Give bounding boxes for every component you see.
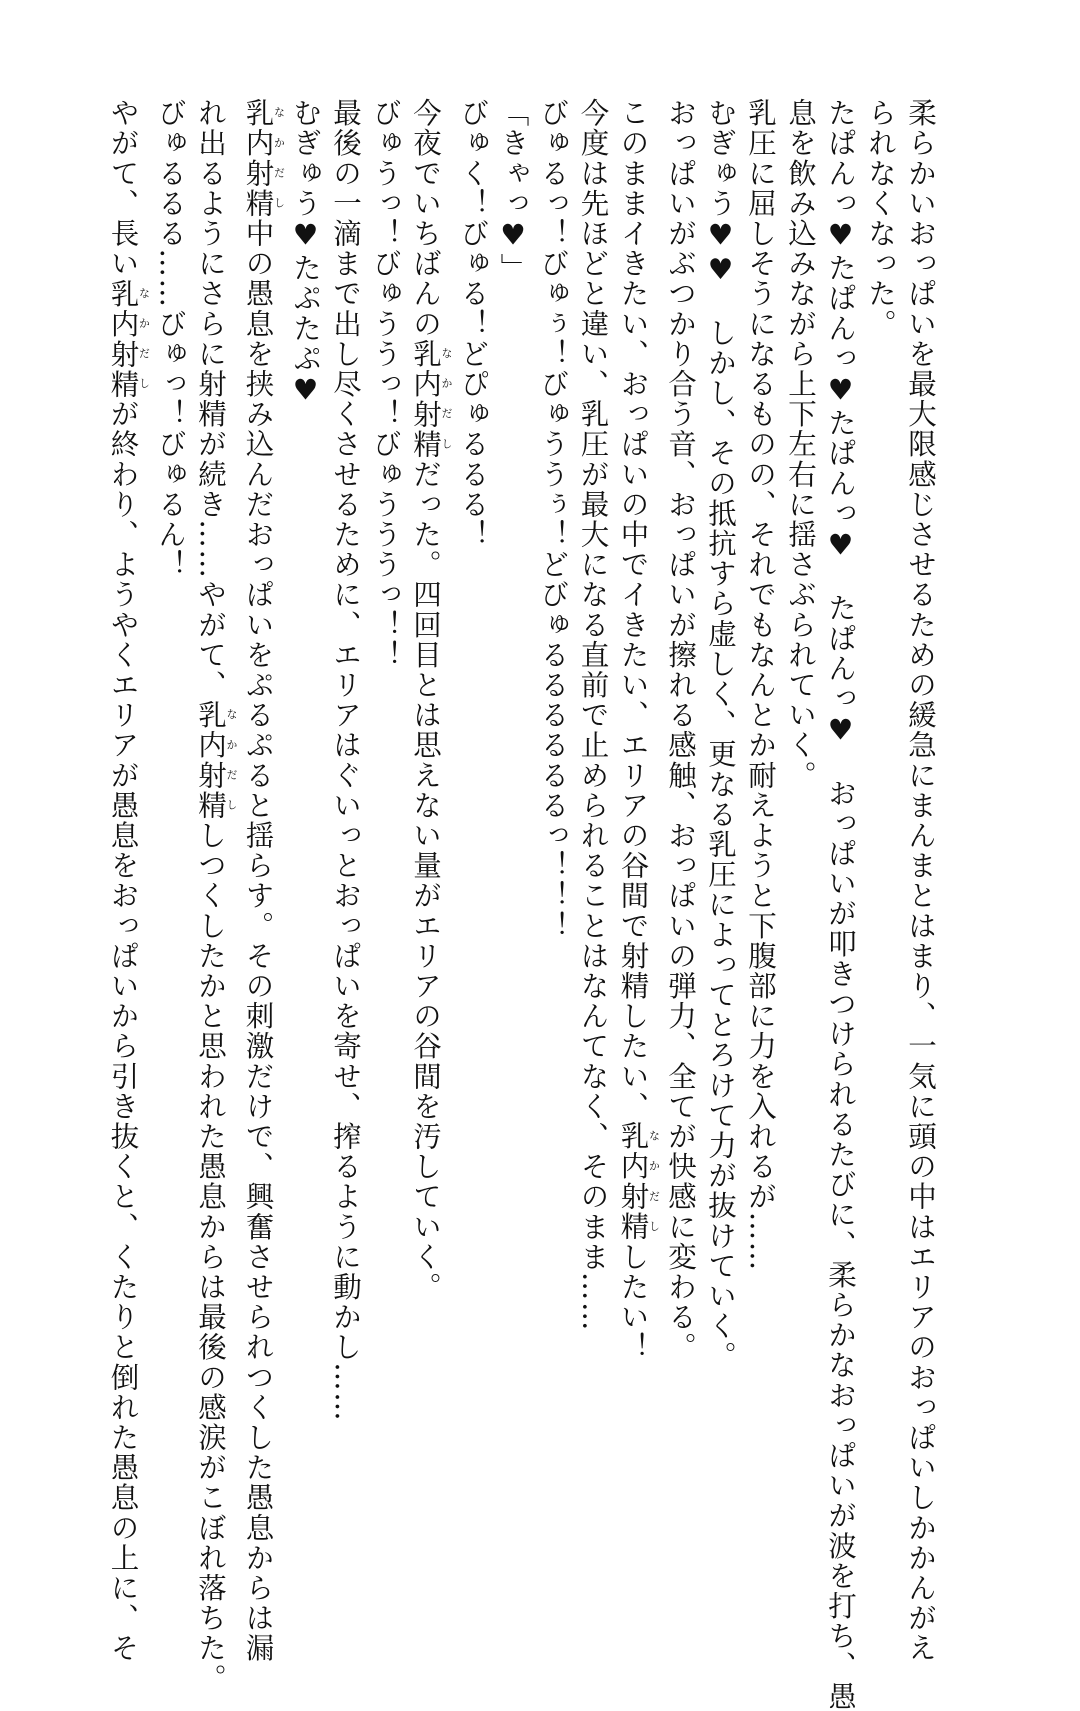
ruby-reading: なかだし <box>440 338 453 460</box>
text-segment: むぎゅう♥たぷたぷ♥ <box>289 98 322 408</box>
text-line <box>365 98 405 1438</box>
text-line <box>190 98 238 1694</box>
text-segment: 中の愚息を挟み込んだおっぱいをぷるぷると揺らす。その刺激だけで、興奮させられつくした愚息からは漏 <box>241 218 275 1664</box>
ruby-reading: なかだし <box>272 98 286 219</box>
text-line <box>820 98 860 1711</box>
text-line <box>533 98 573 1438</box>
text-line <box>493 98 533 1438</box>
text-line <box>660 98 700 1438</box>
text-segment: 「きゃっ♥」 <box>496 98 530 284</box>
text-line <box>700 98 740 1438</box>
ruby-base: 乳内射精 <box>106 278 140 400</box>
text-segment: むぎゅう♥♥ しかし、その抵抗すら虚しく、更なる乳圧によってとろけて力が抜けていく。 <box>704 98 737 1372</box>
text-line <box>285 98 325 1438</box>
ruby-reading: なかだし <box>225 700 238 821</box>
text-segment: やがて、長い <box>106 98 140 279</box>
ruby-word <box>241 98 286 219</box>
text-segment: 今度は先ほどと違い、乳圧が最大になる直前で止められることはなんてなく、そのまま…… <box>576 98 610 1333</box>
ruby-base: 乳内射精 <box>194 700 227 821</box>
text-segment: しつくしたかと思われた愚息からは最後の感涙がこぼれ落ちた。 <box>194 820 227 1694</box>
ruby-word <box>194 700 238 821</box>
text-segment: れ出るようにさらに射精が続き……やがて、 <box>194 98 227 700</box>
text-segment: たぱんっ♥たぱんっ♥たぱんっ♥ たぱんっ♥ おっぱいが叩きつけられるたびに、柔らかなおっぱいが波を打ち、愚 <box>824 98 857 1711</box>
ruby-reading: なかだし <box>647 1121 661 1242</box>
text-segment: びゅるっ！びゅぅ！びゅううぅ！どびゅるるるるるるっ！！！ <box>536 98 570 941</box>
ruby-word <box>409 338 453 460</box>
ruby-reading: なかだし <box>137 278 151 400</box>
text-line <box>900 98 940 1664</box>
text-line <box>573 98 613 1438</box>
ruby-word <box>616 1121 661 1242</box>
novel-page-text <box>103 98 941 1711</box>
text-line <box>613 98 661 1438</box>
text-segment: びゅるるる……びゅっ！びゅるん！ <box>154 98 187 580</box>
ruby-base: 乳内射精 <box>409 338 442 460</box>
text-line <box>325 98 365 1438</box>
text-line <box>238 98 286 1664</box>
text-line <box>405 98 453 1438</box>
text-segment: られなくなった。 <box>864 98 897 339</box>
text-segment: びゅく！びゅる！どぴゅるるる！ <box>456 98 490 550</box>
text-segment: が終わり、ようやくエリアが愚息をおっぱいから引き抜くと、くたりと倒れた愚息の上に、そ <box>106 399 140 1664</box>
text-line <box>150 98 190 1438</box>
ruby-word <box>106 278 151 400</box>
text-segment: びゅうっ！びゅううっ！びゅうううっ！！ <box>369 98 402 670</box>
text-segment: 息を飲み込みながら上下左右に揺さぶられていく。 <box>784 98 817 791</box>
text-segment: 最後の一滴まで出し尽くさせるために、エリアはぐいっとおっぱいを寄せ、搾るように動かし…… <box>329 98 362 1423</box>
text-segment: 柔らかいおっぱいを最大限感じさせるための緩急にまんまとはまり、一気に頭の中はエリアのおっぱいしかかんがえ <box>904 98 937 1664</box>
text-segment: 今夜でいちばんの <box>409 98 442 339</box>
text-segment: 乳圧に屈しそうになるものの、それでもなんとか耐えようと下腹部に力を入れるが…… <box>744 98 777 1272</box>
text-line <box>860 98 900 1438</box>
text-line <box>740 98 780 1438</box>
text-segment: だった。四回目とは思えない量がエリアの谷間を汚していく。 <box>409 459 442 1303</box>
text-segment: おっぱいがぶつかり合う音、おっぱいが擦れる感触、おっぱいの弾力、全てが快感に変わる。 <box>664 98 697 1363</box>
ruby-base: 乳内射精 <box>241 98 275 219</box>
text-segment: したい！ <box>616 1241 650 1363</box>
text-line <box>780 98 820 1438</box>
text-line <box>103 98 151 1664</box>
ruby-base: 乳内射精 <box>616 1121 650 1242</box>
text-segment: このままイきたい、おっぱいの中でイきたい、エリアの谷間で射精したい、 <box>616 98 650 1122</box>
text-line <box>453 98 493 1438</box>
